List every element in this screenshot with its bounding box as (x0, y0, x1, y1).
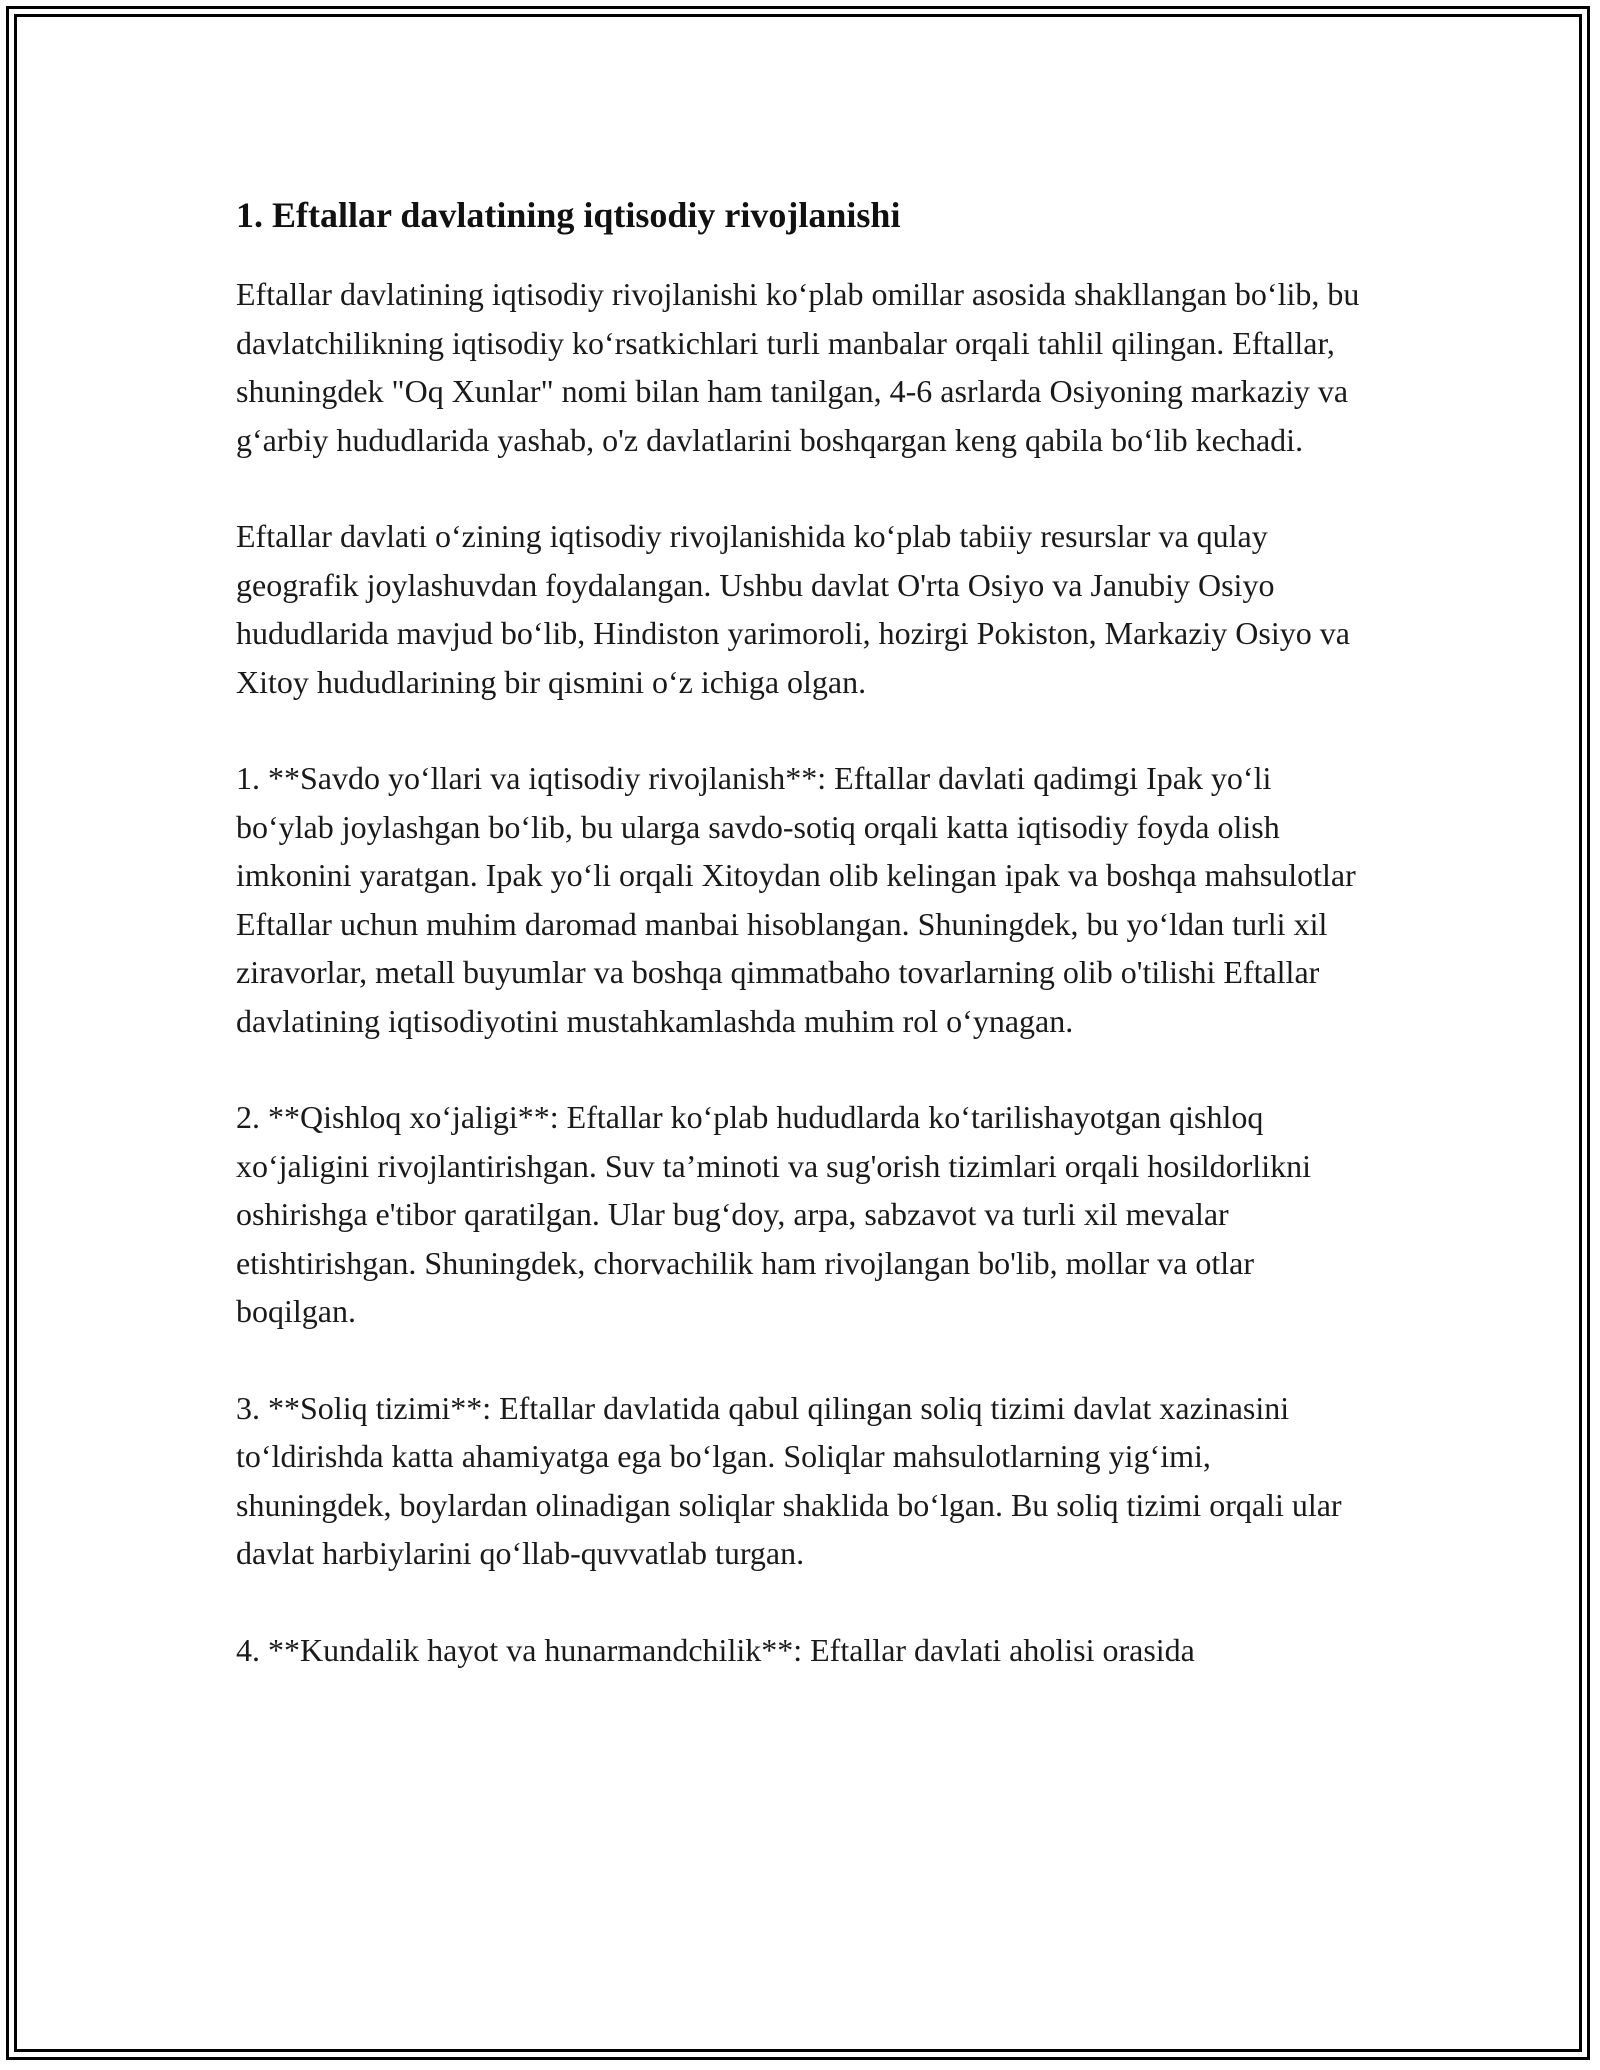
paragraph-trade-routes: 1. **Savdo yoʻllari va iqtisodiy rivojlanish**: Eftallar davlati qadimgi Ipak yoʻli boʻylab joylashgan boʻlib, bu ularga savdo-sotiq orqali katta iqtisodiy foyda olish imkonini yaratgan. Ipak yoʻli orqali Xitoydan olib kelingan ipak va boshqa mahsulotlar Eftallar uchun muhim daromad manbai hisoblangan. Shuningdek, bu yoʻldan turli xil ziravorlar, metall buyumlar va boshqa qimmatbaho tovarlarning olib o'tilishi Eftallar davlatining iqtisodiyotini mustahkamlashda muhim rol oʻynagan. (236, 760, 1356, 1039)
paragraph-geography: Eftallar davlati oʻzining iqtisodiy rivojlanishida koʻplab tabiiy resurslar va qulay geografik joylashuvdan foydalangan. Ushbu davlat O'rta Osiyo va Janubiy Osiyo hududlarida mavjud boʻlib, Hindiston yarimoroli, hozirgi Pokiston, Markaziy Osiyo va Xitoy hududlarining bir qismini oʻz ichiga olgan. (236, 518, 1350, 700)
paragraph-intro: Eftallar davlatining iqtisodiy rivojlanishi koʻplab omillar asosida shakllangan boʻlib, bu davlatchilikning iqtisodiy koʻrsatkichlari turli manbalar orqali tahlil qilingan. Eftallar, shuningdek "Oq Xunlar" nomi bilan ham tanilgan, 4-6 asrlarda Osiyoning markaziy va gʻarbiy hududlarida yashab, o'z davlatlarini boshqargan keng qabila boʻlib kechadi. (236, 276, 1360, 458)
document-heading: 1. Eftallar davlatining iqtisodiy rivojlanishi (236, 195, 901, 235)
paragraph-agriculture: 2. **Qishloq xoʻjaligi**: Eftallar koʻplab hududlarda koʻtarilishayotgan qishloq xoʻjaligini rivojlantirishgan. Suv ta’minoti va sug'orish tizimlari orqali hosildorlikni oshirishga e'tibor qaratilgan. Ular bugʻdoy, arpa, sabzavot va turli xil mevalar etishtirishgan. Shuningdek, chorvachilik ham rivojlangan bo'lib, mollar va otlar boqilgan. (236, 1099, 1311, 1329)
paragraph-tax-system: 3. **Soliq tizimi**: Eftallar davlatida qabul qilingan soliq tizimi davlat xazinasini toʻldirishda katta ahamiyatga ega boʻlgan. Soliqlar mahsulotlarning yigʻimi, shuningdek, boylardan olinadigan soliqlar shaklida boʻlgan. Bu soliq tizimi orqali ular davlat harbiylarini qoʻllab-quvvatlab turgan. (236, 1389, 1342, 1571)
document-body (236, 190, 1366, 1674)
paragraph-daily-life: 4. **Kundalik hayot va hunarmandchilik**: Eftallar davlati aholisi orasida (236, 1631, 1195, 1668)
